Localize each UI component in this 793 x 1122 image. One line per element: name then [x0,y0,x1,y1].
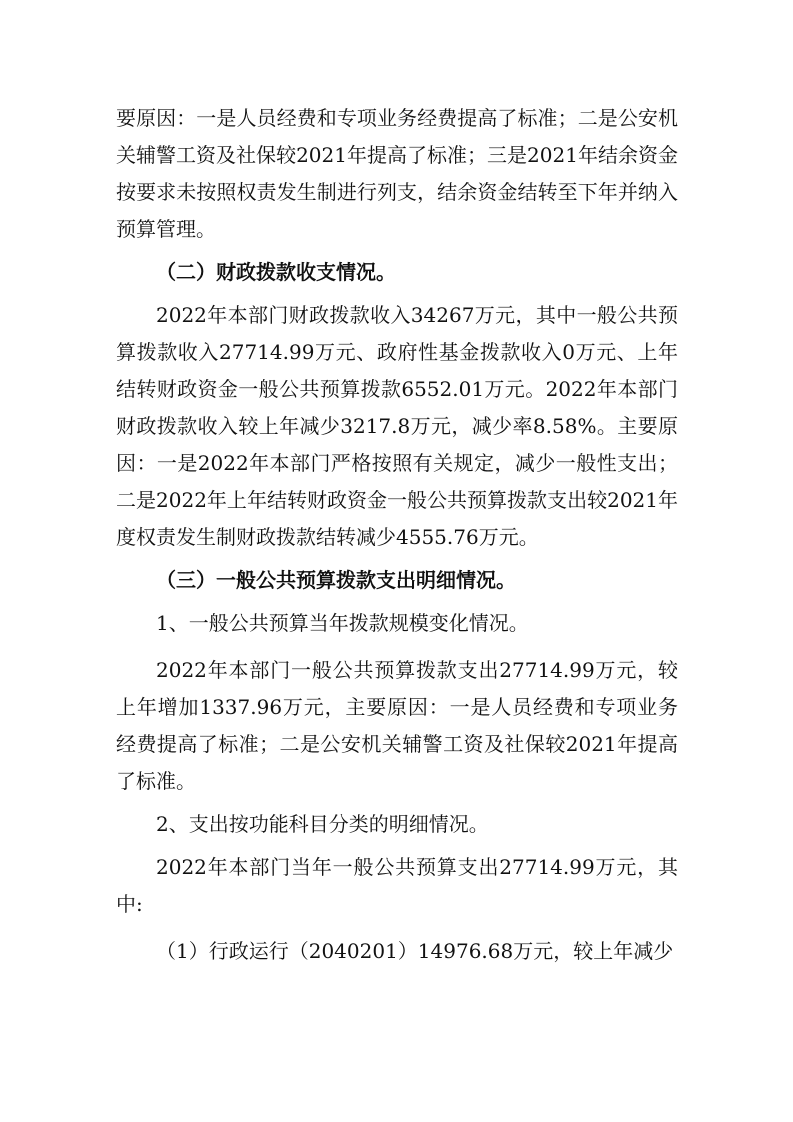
section-heading-general-budget-detail: （三）一般公共预算拨款支出明细情况。 [156,568,516,592]
paragraph-reasons-continued: 要原因：一是人员经费和专项业务经费提高了标准；二是公安机关辅警工资及社保较2021年提高了标准；三是2021年结余资金按要求未按照权责发生制进行列支，结余资金结转至下年并纳入预算管理。 [116,106,678,241]
section-heading-fiscal-appropriation: （二）财政拨款收支情况。 [156,260,396,284]
document-page [116,100,678,970]
paragraph-fiscal-appropriation: 2022年本部门财政拨款收入34267万元，其中一般公共预算拨款收入27714.99万元、政府性基金拨款收入0万元、上年结转财政资金一般公共预算拨款6552.01万元。2022年本部门财政拨款收入较上年减少3217.8万元，减少率8.58%。主要原因：一是2022年本部门严格按照有关规定，减少一般性支出；二是2022年上年结转财政资金一般公共预算拨款支出较2021年度权责发生制财政拨款结转减少4555.76万元。 [116,303,678,549]
paragraph-current-year-expenditure: 2022年本部门当年一般公共预算支出27714.99万元，其中: [116,855,678,916]
subheading-scale-change: 1、一般公共预算当年拨款规模变化情况。 [156,611,529,635]
paragraph-scale-change: 2022年本部门一般公共预算拨款支出27714.99万元，较上年增加1337.96万元，主要原因：一是人员经费和专项业务经费提高了标准；二是公安机关辅警工资及社保较2021年提高了标准。 [116,658,678,793]
paragraph-administrative-operation: （1）行政运行（2040201）14976.68万元，较上年减少 [156,939,674,963]
subheading-functional-classification: 2、支出按功能科目分类的明细情况。 [156,812,489,836]
